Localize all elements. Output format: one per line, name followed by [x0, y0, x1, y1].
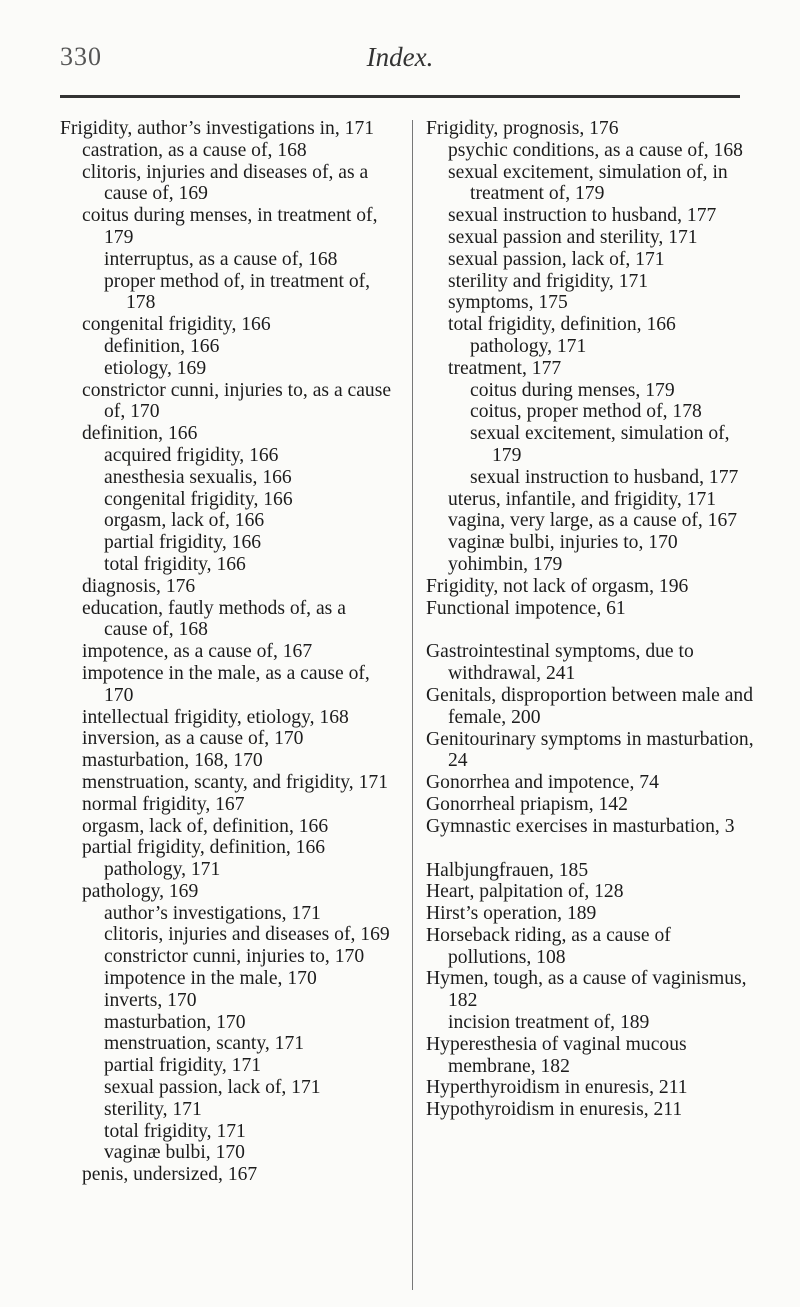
index-entry: menstruation, scanty, 171: [104, 1033, 305, 1055]
index-entry: coitus during menses, 179: [470, 379, 675, 401]
index-entry: impotence in the male, as a cause of, 170: [82, 662, 370, 706]
index-entry: congenital frigidity, 166: [104, 488, 293, 510]
index-entry: sexual excitement, simulation of, in treatment of, 179: [448, 161, 728, 205]
index-entry: vagina, very large, as a cause of, 167: [448, 510, 738, 532]
index-entry: congenital frigidity, 166: [82, 314, 271, 336]
index-entry: Functional impotence, 61: [426, 597, 626, 619]
index-entry: Hyperesthesia of vaginal mucous membrane, 182: [426, 1033, 687, 1077]
index-entry: diagnosis, 176: [82, 575, 196, 597]
index-entry: sexual excitement, simulation of, 179: [470, 423, 730, 466]
column-divider: [412, 120, 413, 1290]
index-entry: anesthesia sexualis, 166: [104, 466, 292, 488]
index-entry: clitoris, injuries and diseases of, 169: [104, 924, 390, 946]
index-entry: masturbation, 170: [104, 1011, 246, 1033]
index-entry: partial frigidity, definition, 166: [82, 837, 326, 859]
index-entry: yohimbin, 179: [448, 553, 563, 575]
index-entry: interruptus, as a cause of, 168: [104, 248, 338, 270]
index-entry: uterus, infantile, and frigidity, 171: [448, 488, 717, 510]
index-entry: clitoris, injuries and diseases of, as a cause of, 169: [82, 161, 369, 205]
index-entry: treatment, 177: [448, 357, 562, 379]
index-entry: sterility, 171: [104, 1098, 202, 1120]
index-entry: Gonorrhea and impotence, 74: [426, 772, 659, 794]
index-entry: total frigidity, definition, 166: [448, 314, 676, 336]
index-entry: acquired frigidity, 166: [104, 444, 279, 466]
index-entry: incision treatment of, 189: [448, 1012, 650, 1034]
index-entry: definition, 166: [82, 423, 198, 445]
index-entry: Halbjungfrauen, 185: [426, 859, 589, 881]
index-entry: masturbation, 168, 170: [82, 750, 263, 772]
header-rule: [60, 95, 740, 98]
index-entry: sexual instruction to husband, 177: [448, 205, 717, 227]
index-entry: menstruation, scanty, and frigidity, 171: [82, 771, 388, 793]
page-number: 330: [60, 42, 102, 71]
index-entry: coitus, proper method of, 178: [470, 401, 702, 423]
index-entry: Hirst’s operation, 189: [426, 903, 597, 925]
index-entry: inverts, 170: [104, 989, 197, 1011]
index-entry: Hymen, tough, as a cause of vaginismus, 182: [426, 968, 747, 1012]
index-entry: constrictor cunni, injuries to, as a cause of, 170: [82, 379, 392, 423]
index-entry: pathology, 171: [470, 335, 587, 357]
index-entry: sexual passion and sterility, 171: [448, 226, 698, 248]
index-entry: normal frigidity, 167: [82, 793, 245, 815]
index-entry: total frigidity, 166: [104, 553, 246, 575]
index-entry: Horseback riding, as a cause of pollutions, 108: [426, 924, 671, 968]
page-title: Index.: [366, 42, 434, 72]
index-entry: coitus during menses, in treatment of, 179: [82, 205, 378, 248]
index-entry: sexual passion, lack of, 171: [448, 248, 665, 270]
index-entry: Gastrointestinal symptoms, due to withdrawal, 241: [426, 641, 694, 685]
index-entry: vaginæ bulbi, 170: [104, 1142, 245, 1164]
index-column-left: [60, 118, 392, 1186]
index-entry: inversion, as a cause of, 170: [82, 728, 304, 750]
page-header: [0, 42, 800, 82]
index-entry: author’s investigations, 171: [104, 902, 321, 924]
index-entry: sexual passion, lack of, 171: [104, 1077, 321, 1099]
index-entry: sexual instruction to husband, 177: [470, 466, 739, 488]
index-entry: education, fautly methods of, as a cause of, 168: [82, 597, 346, 641]
index-entry: Genitourinary symptoms in masturbation, 24: [426, 728, 754, 772]
index-entry: Genitals, disproportion between male and female, 200: [426, 684, 754, 728]
index-entry: psychic conditions, as a cause of, 168: [448, 139, 743, 161]
index-entry: castration, as a cause of, 168: [82, 139, 307, 161]
index-entry: Hypothyroidism in enuresis, 211: [426, 1099, 683, 1121]
index-entry: orgasm, lack of, definition, 166: [82, 815, 329, 837]
index-entry: partial frigidity, 166: [104, 532, 262, 554]
index-entry: Gonorrheal priapism, 142: [426, 793, 628, 815]
index-entry: proper method of, in treatment of, 178: [104, 270, 371, 314]
index-entry: pathology, 169: [82, 880, 199, 902]
index-entry: orgasm, lack of, 166: [104, 510, 265, 532]
index-entry: vaginæ bulbi, injuries to, 170: [448, 532, 678, 554]
index-column-right: [426, 118, 758, 1121]
index-entry: etiology, 169: [104, 357, 207, 379]
index-entry: partial frigidity, 171: [104, 1055, 262, 1077]
index-entry: definition, 166: [104, 335, 220, 357]
index-entry: impotence, as a cause of, 167: [82, 641, 313, 663]
index-entry: Hyperthyroidism in enuresis, 211: [426, 1077, 688, 1099]
index-entry: pathology, 171: [104, 859, 221, 881]
index-entry: Heart, palpitation of, 128: [426, 881, 624, 903]
index-entry: intellectual frigidity, etiology, 168: [82, 706, 349, 728]
index-entry: total frigidity, 171: [104, 1120, 246, 1142]
index-entry: Gymnastic exercises in masturbation, 3: [426, 815, 735, 837]
index-entry: Frigidity, prognosis, 176: [426, 118, 619, 139]
index-entry: symptoms, 175: [448, 292, 568, 314]
index-entry: Frigidity, not lack of orgasm, 196: [426, 575, 689, 597]
index-entry: impotence in the male, 170: [104, 968, 317, 990]
index-entry: penis, undersized, 167: [82, 1164, 258, 1186]
index-entry: Frigidity, author’s investigations in, 171: [60, 118, 375, 139]
index-entry: sterility and frigidity, 171: [448, 270, 649, 292]
index-entry: constrictor cunni, injuries to, 170: [104, 946, 365, 968]
